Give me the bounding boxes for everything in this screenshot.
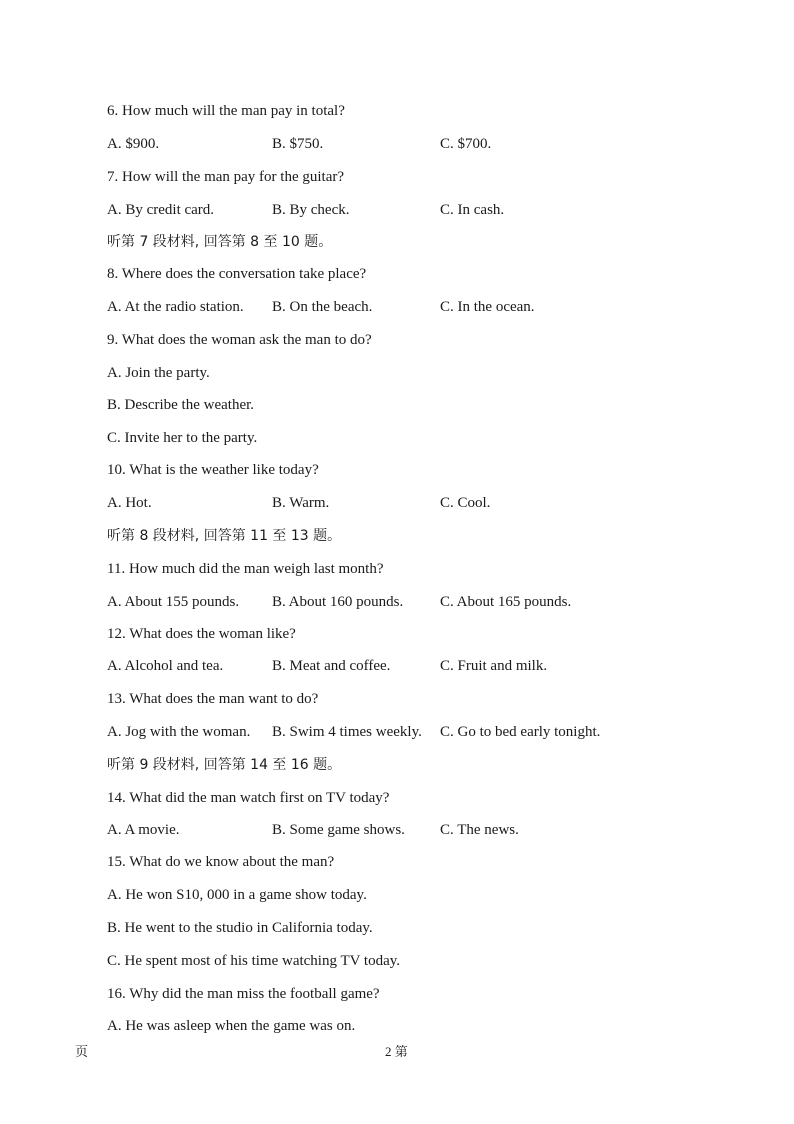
option-a: A. Join the party. [107, 365, 210, 381]
option-b: B. Warm. [272, 495, 330, 511]
question-9: 9. What does the woman ask the man to do? [107, 332, 372, 348]
option-c: C. Fruit and milk. [440, 658, 548, 674]
option-a: A. He was asleep when the game was on. [107, 1018, 356, 1034]
option-c: C. In cash. [440, 202, 505, 218]
option-b: B. $750. [272, 136, 324, 152]
option-a: A. By credit card. [107, 202, 215, 218]
option-b: B. By check. [272, 202, 350, 218]
question-12: 12. What does the woman like? [107, 626, 296, 642]
page-number: 2 第 [385, 1044, 408, 1059]
option-a: A. $900. [107, 136, 160, 152]
option-c: C. $700. [440, 136, 492, 152]
section-instruction: 听第 7 段材料, 回答第 8 至 10 题。 [107, 234, 333, 250]
option-a: A. Hot. [107, 495, 152, 511]
option-c: C. Go to bed early tonight. [440, 724, 601, 740]
question-16: 16. Why did the man miss the football game? [107, 986, 380, 1002]
option-b: B. Swim 4 times weekly. [272, 724, 422, 740]
option-a: A. A movie. [107, 822, 180, 838]
option-a: A. He won S10, 000 in a game show today. [107, 887, 367, 903]
option-b: B. About 160 pounds. [272, 594, 404, 610]
section-instruction: 听第 8 段材料, 回答第 11 至 13 题。 [107, 528, 342, 544]
question-15: 15. What do we know about the man? [107, 854, 335, 870]
option-c: C. Cool. [440, 495, 491, 511]
option-c: C. Invite her to the party. [107, 430, 258, 446]
option-c: C. In the ocean. [440, 299, 535, 315]
question-7: 7. How will the man pay for the guitar? [107, 169, 345, 185]
option-a: A. About 155 pounds. [107, 594, 240, 610]
question-8: 8. Where does the conversation take place? [107, 266, 367, 282]
option-c: C. The news. [440, 822, 519, 838]
section-instruction: 听第 9 段材料, 回答第 14 至 16 题。 [107, 757, 342, 773]
option-c: C. About 165 pounds. [440, 594, 572, 610]
option-b: B. Describe the weather. [107, 397, 255, 413]
question-13: 13. What does the man want to do? [107, 691, 319, 707]
option-b: B. Meat and coffee. [272, 658, 391, 674]
question-10: 10. What is the weather like today? [107, 462, 319, 478]
option-a: A. Alcohol and tea. [107, 658, 224, 674]
option-b: B. Some game shows. [272, 822, 405, 838]
question-14: 14. What did the man watch first on TV today? [107, 790, 390, 806]
question-6: 6. How much will the man pay in total? [107, 103, 345, 119]
option-c: C. He spent most of his time watching TV today. [107, 953, 401, 969]
question-11: 11. How much did the man weigh last month? [107, 561, 384, 577]
option-b: B. He went to the studio in California today. [107, 920, 373, 936]
option-b: B. On the beach. [272, 299, 373, 315]
footer-left: 页 [75, 1044, 89, 1059]
option-a: A. Jog with the woman. [107, 724, 251, 740]
option-a: A. At the radio station. [107, 299, 244, 315]
